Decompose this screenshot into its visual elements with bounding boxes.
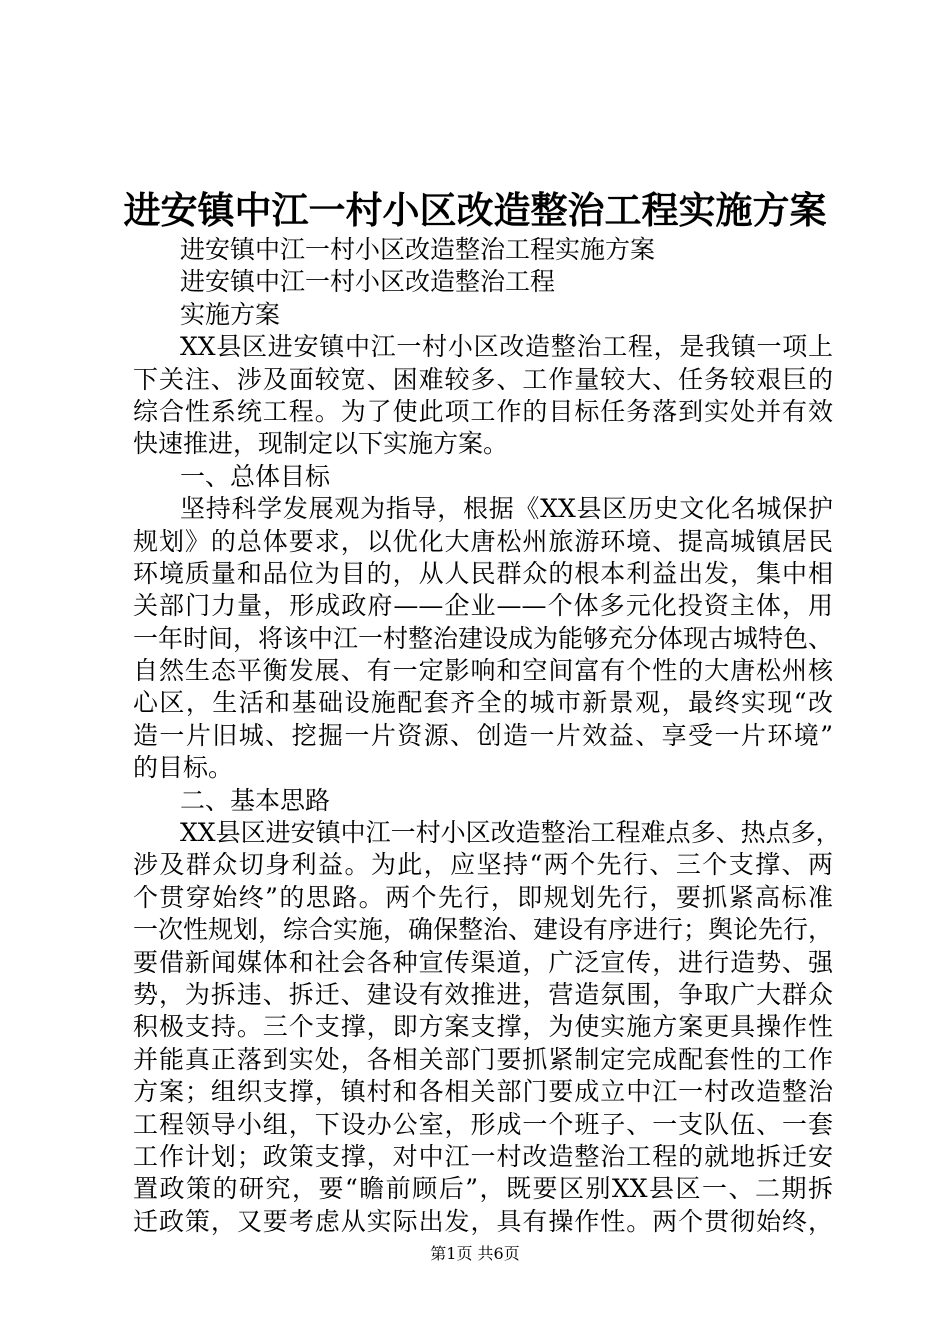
text-line: 置政策的研究，要“瞻前顾后”，既要区别XX县区一、二期拆 xyxy=(133,1174,833,1204)
text-line: 势，为拆违、拆迁、建设有效推进，营造氛围，争取广大群众 xyxy=(133,979,833,1009)
text-line: 积极支持。三个支撑，即方案支撑，为使实施方案更具操作性 xyxy=(133,1012,833,1042)
text-line: 的目标。 xyxy=(133,753,234,783)
text-line: 关部门力量，形成政府——企业——个体多元化投资主体，用 xyxy=(133,591,833,621)
text-line: 涉及群众切身利益。为此，应坚持“两个先行、三个支撑、两 xyxy=(133,850,833,880)
text-line: 下关注、涉及面较宽、困难较多、工作量较大、任务较艰巨的 xyxy=(133,364,833,394)
text-line: 自然生态平衡发展、有一定影响和空间富有个性的大唐松州核 xyxy=(133,656,833,686)
text-line: XX县区进安镇中江一村小区改造整治工程难点多、热点多， xyxy=(180,818,841,848)
text-line: 进安镇中江一村小区改造整治工程实施方案 xyxy=(180,235,656,264)
text-line: 规划》的总体要求，以优化大唐松州旅游环境、提高城镇居民 xyxy=(133,526,833,556)
text-line: 一年时间，将该中江一村整治建设成为能够充分体现古城特色、 xyxy=(133,623,834,653)
text-line: 环境质量和品位为目的，从人民群众的根本利益出发，集中相 xyxy=(133,558,833,588)
text-line: 一次性规划，综合实施，确保整治、建设有序进行；舆论先行， xyxy=(133,915,834,945)
text-line: 要借新闻媒体和社会各种宣传渠道，广泛宣传，进行造势、强 xyxy=(133,947,833,977)
document-title: 进安镇中江一村小区改造整治工程实施方案 xyxy=(123,188,827,232)
text-line: 进安镇中江一村小区改造整治工程 xyxy=(180,267,556,297)
page-footer: 第1页 共6页 xyxy=(430,1244,520,1263)
text-line: 坚持科学发展观为指导，根据《XX县区历史文化名城保护 xyxy=(180,494,833,524)
text-line: 个贯穿始终”的思路。两个先行，即规划先行，要抓紧高标准 xyxy=(133,882,833,912)
text-line: 并能真正落到实处，各相关部门要抓紧制定完成配套性的工作 xyxy=(133,1044,833,1074)
text-line: 工作计划；政策支撑，对中江一村改造整治工程的就地拆迁安 xyxy=(133,1141,833,1171)
text-line: 迁政策，又要考虑从实际出发，具有操作性。两个贯彻始终， xyxy=(133,1206,833,1236)
text-line: 二、基本思路 xyxy=(180,785,331,815)
text-line: 实施方案 xyxy=(180,299,281,329)
text-line: XX县区进安镇中江一村小区改造整治工程，是我镇一项上 xyxy=(180,332,833,362)
text-line: 造一片旧城、挖掘一片资源、创造一片效益、享受一片环境” xyxy=(133,720,833,750)
text-line: 工程领导小组，下设办公室，形成一个班子、一支队伍、一套 xyxy=(133,1109,833,1139)
text-line: 心区，生活和基础设施配套齐全的城市新景观，最终实现“改 xyxy=(133,688,833,718)
text-line: 综合性系统工程。为了使此项工作的目标任务落到实处并有效 xyxy=(133,396,833,426)
text-line: 方案；组织支撑，镇村和各相关部门要成立中江一村改造整治 xyxy=(133,1077,833,1107)
text-line: 一、总体目标 xyxy=(180,461,331,491)
text-line: 快速推进，现制定以下实施方案。 xyxy=(133,429,509,459)
document-body xyxy=(133,234,841,1238)
